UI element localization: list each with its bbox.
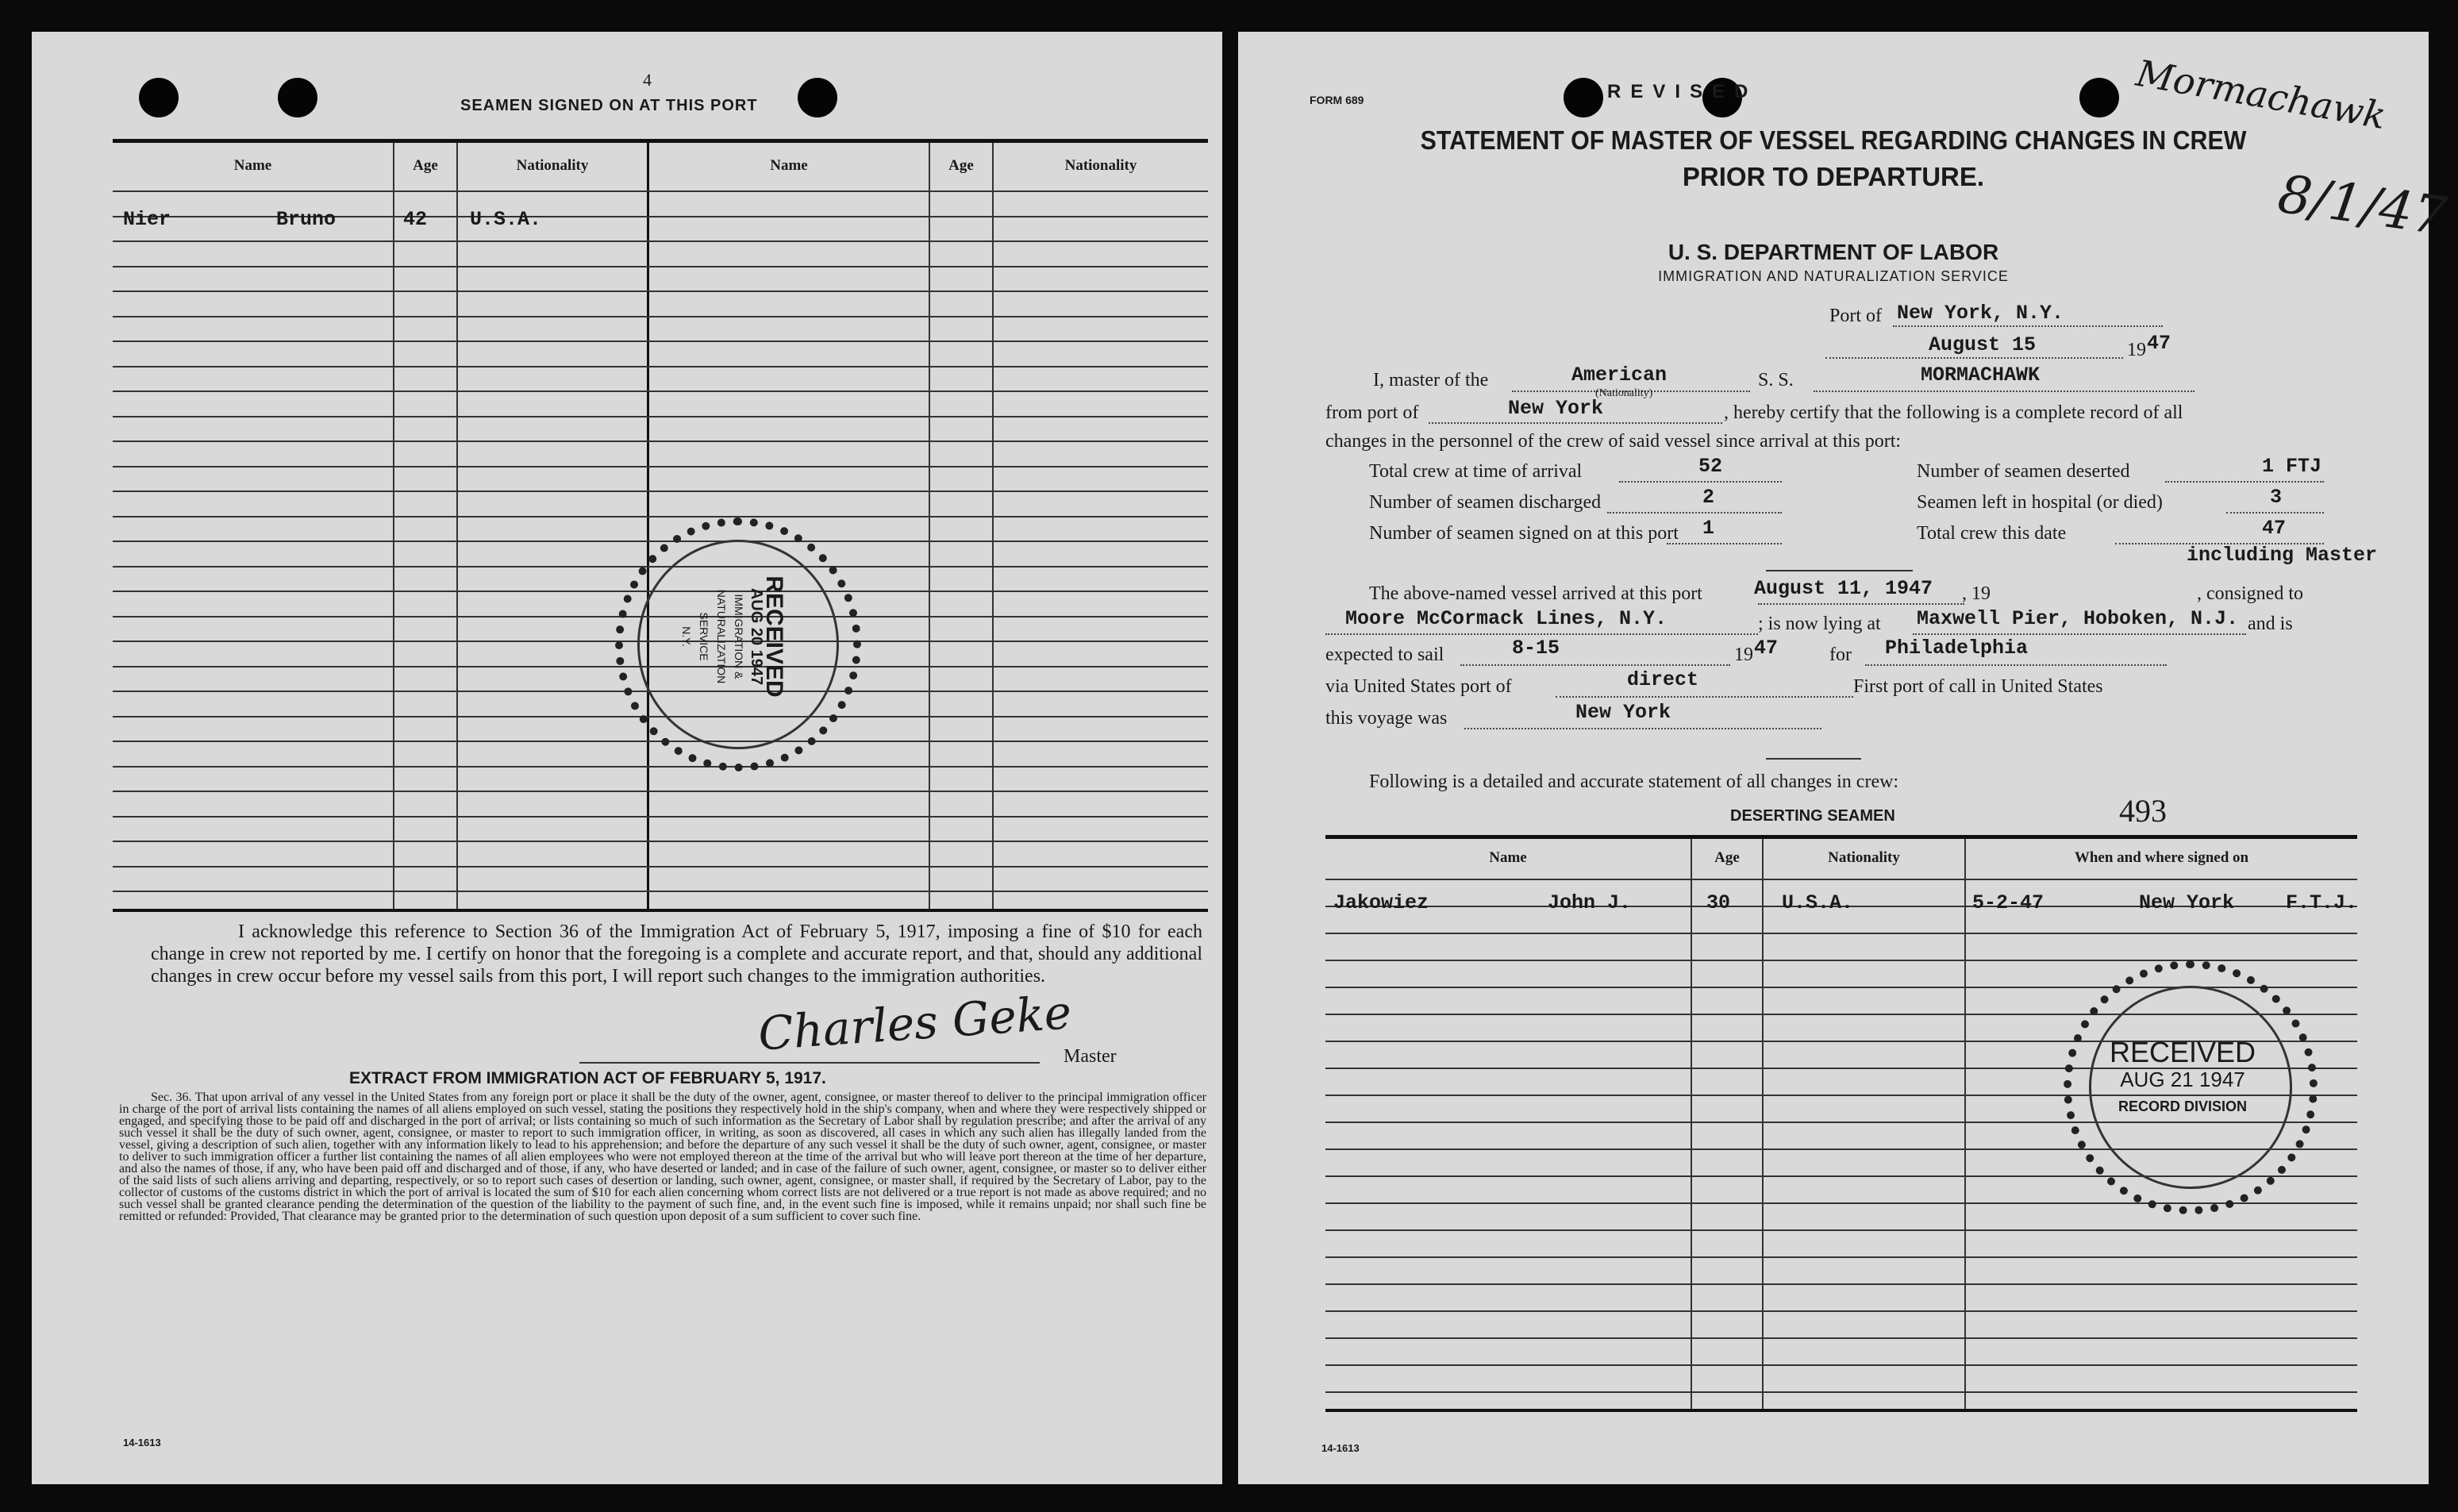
- deserting-header: DESERTING SEAMEN: [1730, 807, 1895, 825]
- for-label: for: [1829, 644, 1852, 665]
- lying-fill: [1913, 632, 2246, 635]
- col-divider: [456, 143, 458, 909]
- via-fill: [1556, 694, 1853, 698]
- deserter-nationality: U.S.A.: [1782, 891, 1854, 914]
- year-suffix: 47: [2147, 332, 2171, 355]
- following-text: Following is a detailed and accurate statement of all changes in crew:: [1369, 771, 1899, 792]
- deserter-surname: Jakowiez: [1333, 891, 1429, 914]
- revised-label: REVISED: [1607, 81, 1758, 102]
- first-port-label: First port of call in United States: [1853, 676, 2103, 697]
- table-row-rule: [1325, 1229, 2357, 1231]
- department-name: U. S. DEPARTMENT OF LABOR: [1668, 240, 1999, 264]
- table-row-rule: [1325, 1310, 2357, 1312]
- deserted-value: 1 FTJ: [2262, 455, 2322, 478]
- stamp-text-block: [2071, 968, 2294, 1191]
- page-number: 4: [643, 70, 652, 90]
- year-prefix: 19: [2127, 340, 2146, 360]
- signed-on-value: 1: [1702, 517, 1715, 540]
- received-stamp: [615, 517, 861, 771]
- table-row-rule: [113, 891, 1208, 892]
- right-page: [1238, 32, 2450, 1484]
- stamp-agency: NATURALIZATION: [715, 589, 728, 684]
- desert-table-bottom: [1325, 1409, 2357, 1412]
- acknowledgement-text: I acknowledge this reference to Section 36 of the Immigration Act of February 5, 1917, imposing a fine of $10 for each change in crew not reported by me. I certify on honor that the foregoing is a complete and accurate report, and that, should any additional changes in crew occur before my vessel sails from this port, I will report such changes to the immigration authorities.: [151, 921, 1202, 987]
- stamp-received: RECEIVED: [761, 575, 787, 698]
- punch-hole: [798, 78, 837, 117]
- col-age: Age: [948, 157, 974, 174]
- deserted-label: Number of seamen deserted: [1917, 461, 2130, 482]
- record-division-stamp: [2064, 960, 2318, 1214]
- form-title: STATEMENT OF MASTER OF VESSEL REGARDING CHANGES IN CREW: [1420, 125, 2247, 155]
- certify-text-2: changes in the personnel of the crew of said vessel since arrival at this port:: [1325, 431, 1902, 452]
- extract-title: EXTRACT FROM IMMIGRATION ACT OF FEBRUARY 5, 1917.: [349, 1069, 826, 1087]
- stamp-division: RECORD DIVISION: [2118, 1098, 2247, 1114]
- total-crew-value: 52: [1698, 455, 1723, 478]
- hospital-fill: [2226, 510, 2324, 514]
- signature-line: [579, 1062, 1040, 1064]
- table-row-rule: [113, 240, 1208, 242]
- master-label: Master: [1064, 1046, 1117, 1067]
- hospital-value: 3: [2270, 486, 2283, 509]
- and-is: and is: [2248, 614, 2293, 634]
- master-of-label: I, master of the: [1373, 370, 1489, 391]
- table-row-rule: [113, 841, 1208, 842]
- ss-label: S. S.: [1758, 370, 1794, 391]
- voyage-label: this voyage was: [1325, 708, 1448, 729]
- document-number: 493: [2119, 793, 2167, 829]
- table-row-rule: [113, 466, 1208, 467]
- left-page: [32, 32, 1222, 1484]
- col-divider: [1691, 839, 1692, 1409]
- consigned-label: , consigned to: [2197, 583, 2303, 604]
- table-row-rule: [1325, 1256, 2357, 1258]
- table-row-rule: [113, 441, 1208, 442]
- for-fill: [1865, 663, 2167, 666]
- arrived-year: , 19: [1962, 583, 1991, 604]
- ship-name: MORMACHAWK: [1921, 364, 2041, 387]
- total-crew-label: Total crew at time of arrival: [1369, 461, 1583, 482]
- deserter-given-name: John J.: [1548, 891, 1632, 914]
- port-label: Port of: [1829, 306, 1882, 326]
- table-top-rule: [113, 139, 1208, 143]
- table-row-rule: [113, 816, 1208, 818]
- table-row-rule: [113, 316, 1208, 317]
- sail-year-suffix: 47: [1754, 637, 1779, 660]
- table-row-rule: [113, 290, 1208, 292]
- col-name: Name: [770, 157, 808, 174]
- short-rule: [1766, 758, 1861, 760]
- lying-value: Maxwell Pier, Hoboken, N.J.: [1917, 607, 2239, 630]
- consignee-fill: [1325, 632, 1758, 635]
- crew-age: 42: [403, 208, 428, 231]
- stamp-date: AUG 21 1947: [2120, 1068, 2245, 1091]
- via-label: via United States port of: [1325, 676, 1512, 697]
- signed-on-header: SEAMEN SIGNED ON AT THIS PORT: [460, 97, 758, 114]
- table-row-rule: [1325, 1364, 2357, 1366]
- nationality-value: American: [1571, 364, 1668, 387]
- for-value: Philadelphia: [1885, 637, 2029, 660]
- deserter-note: F.T.J.: [2286, 891, 2358, 914]
- discharged-value: 2: [1702, 486, 1715, 509]
- from-port-fill: [1429, 421, 1722, 424]
- col-divider: [393, 143, 394, 909]
- col-nationality: Nationality: [1064, 157, 1137, 174]
- expected-value: 8-15: [1512, 637, 1560, 660]
- discharged-label: Number of seamen discharged: [1369, 492, 1602, 513]
- crew-given-name: Bruno: [276, 208, 337, 231]
- stamp-agency: SERVICE: [698, 612, 710, 661]
- deserter-signed-place: New York: [2139, 891, 2235, 914]
- col-divider: [992, 143, 994, 909]
- table-row-rule: [113, 190, 1208, 192]
- table-row-rule: [1325, 1337, 2357, 1339]
- discharged-fill: [1607, 510, 1782, 514]
- deserted-fill: [2165, 479, 2324, 483]
- table-row-rule: [113, 791, 1208, 792]
- col-divider: [1964, 839, 1966, 1409]
- master-signature: Charles Geke: [756, 985, 1074, 1061]
- table-row-rule: [113, 266, 1208, 267]
- footer-code: 14-1613: [1321, 1442, 1360, 1454]
- port-value: New York, N.Y.: [1897, 302, 2064, 325]
- sail-year: 19: [1734, 644, 1753, 665]
- including-master: including Master: [2187, 544, 2378, 567]
- deserter-age: 30: [1706, 891, 1731, 914]
- table-row-rule: [1325, 1283, 2357, 1285]
- total-rule: [1766, 570, 1913, 571]
- from-port-value: New York: [1508, 397, 1604, 420]
- voyage-value: New York: [1575, 701, 1671, 724]
- arrived-fill: [1758, 602, 1964, 605]
- voyage-fill: [1464, 726, 1821, 729]
- handwritten-date: 8/1/47: [2274, 163, 2450, 248]
- expected-fill: [1460, 663, 1730, 666]
- col-age: Age: [413, 157, 438, 174]
- center-divider: [647, 143, 649, 909]
- col-name: Name: [233, 157, 272, 174]
- total-date-value: 47: [2262, 517, 2287, 540]
- desert-table-top: [1325, 835, 2357, 839]
- col-nationality: Nationality: [1828, 849, 1900, 866]
- arrived-value: August 11, 1947: [1754, 577, 1933, 600]
- total-crew-fill: [1619, 479, 1782, 483]
- total-date-label: Total crew this date: [1917, 523, 2067, 544]
- signed-on-fill: [1667, 541, 1782, 544]
- stamp-date: AUG 20 1947: [748, 587, 765, 686]
- signed-on-label: Number of seamen signed on at this port: [1369, 523, 1679, 544]
- date-value: August 15: [1929, 333, 2037, 356]
- punch-hole: [139, 78, 179, 117]
- crew-nationality: U.S.A.: [470, 208, 542, 231]
- table-row-rule: [113, 416, 1208, 417]
- stamp-received: RECEIVED: [2109, 1036, 2256, 1068]
- punch-hole: [2079, 78, 2119, 117]
- service-name: IMMIGRATION AND NATURALIZATION SERVICE: [1658, 268, 2009, 284]
- table-row-rule: [113, 516, 1208, 517]
- handwritten-ship-name: Mormachawk: [2133, 51, 2390, 138]
- stamp-agency: IMMIGRATION &: [733, 594, 745, 679]
- deserter-signed-date: 5-2-47: [1972, 891, 2044, 914]
- table-bottom-rule: [113, 909, 1208, 912]
- form-label: FORM 689: [1310, 94, 1364, 106]
- via-value: direct: [1627, 668, 1699, 691]
- lying-label: ; is now lying at: [1758, 614, 1881, 634]
- table-row-rule: [1325, 1391, 2357, 1393]
- table-row-rule: [113, 366, 1208, 367]
- expected-label: expected to sail: [1325, 644, 1444, 665]
- col-divider: [1762, 839, 1764, 1409]
- from-port-label: from port of: [1325, 402, 1419, 423]
- stamp-text-block: [619, 529, 841, 744]
- table-row-rule: [113, 391, 1208, 392]
- hospital-label: Seamen left in hospital (or died): [1917, 492, 2163, 513]
- col-age: Age: [1714, 849, 1740, 866]
- ship-fill: [1814, 389, 2195, 392]
- punch-hole: [1564, 78, 1603, 117]
- table-row-rule: [1325, 879, 2357, 880]
- table-row-rule: [113, 491, 1208, 492]
- arrived-label: The above-named vessel arrived at this port: [1369, 583, 1702, 604]
- col-name: Name: [1489, 849, 1527, 866]
- col-divider: [929, 143, 930, 909]
- nationality-caption: (Nationality): [1595, 387, 1653, 399]
- punch-hole: [278, 78, 317, 117]
- crew-surname: Nier: [123, 208, 171, 231]
- col-nationality: Nationality: [516, 157, 589, 174]
- table-row-rule: [1325, 933, 2357, 934]
- col-signed-on: When and where signed on: [2074, 849, 2249, 866]
- stamp-city: N.Y.: [680, 626, 693, 647]
- form-title-line2: PRIOR TO DEPARTURE.: [1682, 162, 1985, 191]
- consignee-value: Moore McCormack Lines, N.Y.: [1345, 607, 1668, 630]
- table-row-rule: [113, 766, 1208, 768]
- extract-text: Sec. 36. That upon arrival of any vessel in the United States from any foreign port or place it shall be the duty of the owner, agent, consignee, or master thereof to deliver to the principal immigration officer in charge of the port of arrival lists containing the names of all aliens employed on such vessel, stating the positions they respectively hold in the ship's company, when and where they were respectively shipped or engaged, and specifying those to be paid off and discharged in the port of arrival; or lists containing so much of such information as the Secretary of Labor shall by regulation prescribe; and after the arrival of any such vessel it shall be the duty of such owner, agent, consignee, or master to report to such immigration officer, in writing, as soon as discovered, all cases in which any such alien has illegally landed from the vessel, giving a description of such alien, together with any information likely to lead to his apprehension; and before the departure of any such vessel it shall be the duty of such owner, agent, consignee, or master to deliver to such immigration officer a further list containing the names of all alien employees who were not employed thereon at the time of the arrival but who will leave port thereon at the time of her departure, and also the names of those, if any, who have been paid off and discharged and of those, if any, who have deserted or landed; and in case of the failure of such owner, agent, consignee, or master so to deliver either of the said lists of such aliens arriving and departing, respectively, or so to report such cases of desertion or landing, such owner, agent, consignee, or master shall, if required by the Secretary of Labor, pay to the collector of customs of the customs district in which the port of arrival is located the sum of $10 for each alien concerning whom correct lists are not delivered or a true report is not made as above required; and no such vessel shall be granted clearance pending the determination of the question of the liability to the payment of such fine, and, in the event such fine is imposed, while it remains unpaid; nor shall such fine be remitted or refunded: Provided, That clearance may be granted prior to the determination of such question upon deposit of a sum sufficient to cover such fine.: [119, 1091, 1206, 1223]
- footer-code: 14-1613: [123, 1437, 161, 1449]
- certify-text: , hereby certify that the following is a complete record of all: [1724, 402, 2183, 423]
- table-row-rule: [113, 340, 1208, 342]
- table-row-rule: [113, 866, 1208, 868]
